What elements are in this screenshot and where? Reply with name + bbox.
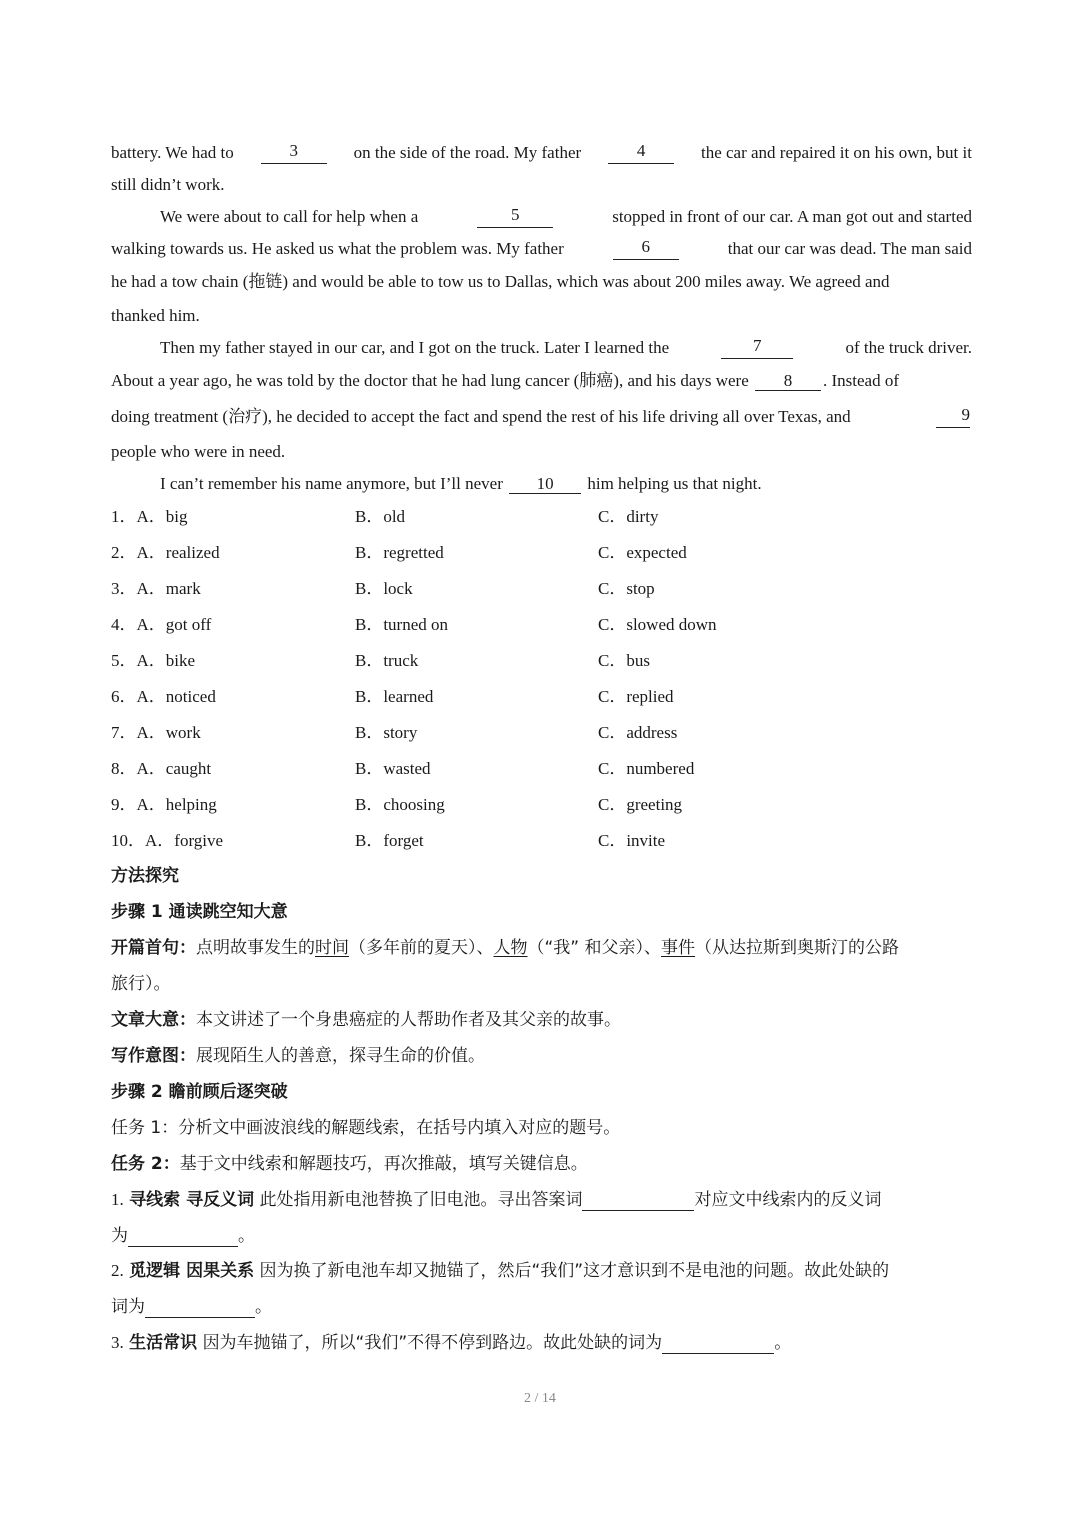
task-1: 任务 1：分析文中画波浪线的解题线索，在括号内填入对应的题号。 (111, 1118, 621, 1138)
opening-line (111, 937, 972, 959)
option-a: 9．A．helping (111, 795, 217, 814)
answer-blank[interactable] (128, 1228, 238, 1247)
passage-text: About a year ago, he was told by the doctor that he had lung cancer (肺癌), and his days were (111, 371, 749, 390)
text: 词为 (111, 1297, 145, 1317)
passage-text: doing treatment (治疗), he decided to accept the fact and spend the rest of his life driving all over Texas, and (111, 407, 851, 426)
question-number: 2. (111, 1261, 124, 1280)
passage-text: walking towards us. He asked us what the problem was. My father (111, 239, 564, 258)
text: 对应文中线索内的反义词 (694, 1190, 882, 1210)
passage-text: that our car was dead. The man said (727, 239, 972, 258)
summary-line (111, 1009, 972, 1031)
blank-8: 8 (755, 372, 821, 391)
passage-text: stopped in front of our car. A man got out and started (612, 207, 972, 226)
text: 。 (255, 1297, 272, 1317)
blank-10: 10 (509, 475, 581, 494)
option-b: B．story (355, 723, 418, 742)
passage-text: battery. We had to (111, 143, 234, 162)
passage-line-7 (160, 337, 972, 359)
blank-5: 5 (477, 206, 553, 228)
passage-line-2: still didn’t work. (111, 175, 225, 194)
intent-line (111, 1045, 972, 1067)
intent-label: 写作意图： (111, 1046, 196, 1066)
page-number: 2 / 14 (524, 1391, 556, 1406)
option-b: B．lock (355, 579, 413, 598)
option-a: 8．A．caught (111, 759, 212, 778)
keyword-event: 事件 (661, 938, 696, 958)
keyword-time: 时间 (315, 938, 349, 958)
option-b: B．truck (355, 651, 419, 670)
intent-text: 展现陌生人的善意，探寻生命的价值。 (196, 1046, 485, 1066)
question-1-cont (111, 1225, 972, 1247)
option-b: B．old (355, 507, 406, 526)
option-b: B．regretted (355, 543, 444, 562)
question-2-cont (111, 1296, 972, 1318)
question-2 (111, 1260, 972, 1282)
summary-text: 本文讲述了一个身患癌症的人帮助作者及其父亲的故事。 (196, 1010, 621, 1030)
task-2-label: 任务 2： (111, 1154, 180, 1174)
passage-line-1 (111, 142, 972, 164)
passage-text: I can’t remember his name anymore, but I’ll never (160, 474, 503, 493)
passage-line-9 (111, 406, 972, 428)
option-a: 1．A．big (111, 507, 188, 526)
option-c: C．greeting (598, 795, 683, 814)
option-b: B．forget (355, 831, 424, 850)
option-a: 6．A．noticed (111, 687, 216, 706)
question-number: 3. (111, 1333, 124, 1352)
option-c: C．slowed down (598, 615, 717, 634)
step-2-heading: 步骤 2 瞻前顾后逐突破 (111, 1082, 288, 1102)
passage-text: We were about to call for help when a (160, 207, 419, 226)
section-title: 方法探究 (111, 866, 179, 886)
text: （从达拉斯到奥斯汀的公路 (695, 938, 900, 958)
text: 点明故事发生的 (196, 938, 315, 958)
text: 。 (238, 1226, 255, 1246)
step-1-heading: 步骤 1 通读跳空知大意 (111, 902, 288, 922)
option-b: B．turned on (355, 615, 449, 634)
option-c: C．address (598, 723, 678, 742)
question-label: 觅逻辑 因果关系 (129, 1261, 255, 1281)
option-a: 7．A．work (111, 723, 201, 742)
option-c: C．bus (598, 651, 650, 670)
option-a: 2．A．realized (111, 543, 220, 562)
option-b: B．choosing (355, 795, 445, 814)
option-c: C．dirty (598, 507, 659, 526)
option-b: B．wasted (355, 759, 431, 778)
text: 。 (774, 1333, 792, 1353)
passage-text: on the side of the road. My father (353, 143, 582, 162)
passage-text: of the truck driver. (845, 338, 972, 357)
passage-text: him helping us that night. (587, 474, 762, 493)
option-b: B．learned (355, 687, 434, 706)
answer-blank[interactable] (145, 1299, 255, 1318)
blank-3: 3 (261, 142, 327, 164)
question-label: 寻线索 寻反义词 (129, 1190, 255, 1210)
question-label: 生活常识 (129, 1333, 198, 1353)
text: 为 (111, 1226, 128, 1246)
opening-line-cont: 旅行）。 (111, 974, 171, 994)
option-a: 10．A．forgive (111, 831, 224, 850)
passage-line-11 (160, 473, 972, 495)
answer-blank[interactable] (662, 1335, 774, 1354)
passage-line-3 (160, 206, 972, 228)
passage-text: . Instead of (823, 371, 900, 390)
question-1 (111, 1189, 972, 1211)
option-a: 3．A．mark (111, 579, 201, 598)
blank-4: 4 (608, 142, 674, 164)
passage-line-6: thanked him. (111, 306, 200, 325)
task-2-text: 基于文中线索和解题技巧，再次推敲，填写关键信息。 (179, 1154, 588, 1174)
passage-line-10: people who were in need. (111, 442, 286, 461)
text: （“我” 和父亲）、 (527, 938, 662, 958)
passage-line-4 (111, 238, 972, 260)
option-c: C．numbered (598, 759, 695, 778)
opening-label: 开篇首句： (111, 938, 196, 958)
option-a: 5．A．bike (111, 651, 196, 670)
question-3 (111, 1332, 972, 1354)
blank-9: 9 (936, 406, 970, 428)
blank-6: 6 (613, 238, 679, 260)
option-c: C．stop (598, 579, 655, 598)
text: 因为换了新电池车却又抛锚了，然后“我们”这才意识到不是电池的问题。故此处缺的 (259, 1261, 890, 1281)
passage-line-5: he had a tow chain (拖链) and would be able to tow us to Dallas, which was about 200 miles away. We agreed and (111, 272, 890, 291)
blank-7: 7 (721, 337, 793, 359)
option-c: C．replied (598, 687, 674, 706)
option-c: C．invite (598, 831, 666, 850)
answer-blank[interactable] (582, 1192, 694, 1211)
text: 此处指用新电池替换了旧电池。寻出答案词 (259, 1190, 583, 1210)
option-a: 4．A．got off (111, 615, 212, 634)
summary-label: 文章大意： (111, 1010, 196, 1030)
text: （多年前的夏天）、 (349, 938, 494, 958)
passage-text: the car and repaired it on his own, but it (700, 143, 972, 162)
passage-text: Then my father stayed in our car, and I got on the truck. Later I learned the (160, 338, 670, 357)
keyword-people: 人物 (493, 938, 528, 958)
passage-line-8 (111, 370, 972, 392)
question-number: 1. (111, 1190, 124, 1209)
task-2 (111, 1153, 972, 1175)
text: 因为车抛锚了，所以“我们”不得不停到路边。故此处缺的词为 (202, 1333, 663, 1353)
option-c: C．expected (598, 543, 687, 562)
